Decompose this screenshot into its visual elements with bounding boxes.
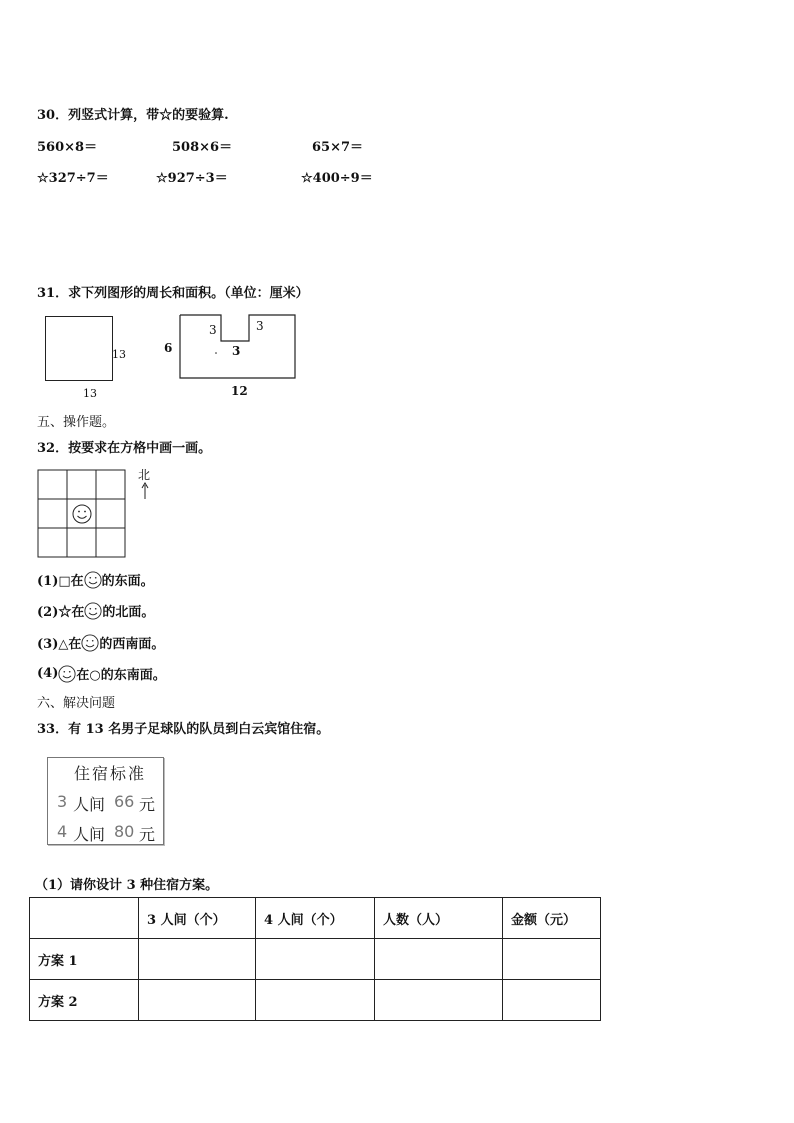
table-row	[30, 939, 601, 980]
answer-cell[interactable]	[256, 939, 375, 980]
smiley-icon	[81, 634, 99, 652]
calc-item: ☆327÷7＝	[37, 171, 109, 186]
sign-unit: 元	[139, 795, 156, 814]
q33-title: 33．有 13 名男子足球队的队员到白云宾馆住宿。	[37, 722, 330, 737]
item-suffix: 的东面。	[101, 574, 154, 589]
sign-room-label: 人间	[73, 795, 106, 814]
calc-item: ☆400÷9＝	[301, 171, 373, 186]
item-prefix: (3)△在	[37, 637, 82, 652]
calc-item: 508×6＝	[172, 140, 233, 155]
table-header-cell	[30, 898, 139, 939]
grid-3x3	[37, 469, 127, 559]
width-label: 12	[231, 384, 248, 398]
q33-subquestion-1: （1）请你设计 3 种住宿方案。	[35, 878, 219, 893]
item-suffix: 的西南面。	[99, 637, 165, 652]
accommodation-sign	[47, 757, 164, 845]
row-label: 方案 1	[30, 939, 139, 980]
table-row	[30, 980, 601, 1021]
sign-unit: 元	[139, 825, 156, 844]
plan-table	[29, 897, 601, 1021]
table-header-cell: 3 人间（个）	[139, 898, 256, 939]
notch-label: 3	[256, 319, 264, 333]
section-heading: 五、操作题。	[37, 415, 116, 430]
item-prefix: (2)☆在	[37, 605, 85, 620]
q31-title: 31．求下列图形的周长和面积。（单位：厘米）	[37, 286, 309, 301]
square-side-label: 13	[83, 387, 97, 400]
answer-cell[interactable]	[503, 939, 601, 980]
answer-cell[interactable]	[256, 980, 375, 1021]
answer-cell[interactable]	[139, 939, 256, 980]
sign-price: 66	[114, 792, 135, 811]
calc-item: ☆927÷3＝	[156, 171, 228, 186]
calc-item: 65×7＝	[312, 140, 364, 155]
smiley-icon	[58, 665, 76, 683]
q32-item-4	[37, 664, 166, 683]
calc-item: 560×8＝	[37, 140, 98, 155]
height-label: 6	[164, 341, 173, 355]
square-figure	[45, 316, 113, 381]
smiley-icon	[84, 571, 102, 589]
item-suffix: 在○的东南面。	[76, 668, 166, 683]
section-heading: 六、解决问题	[37, 696, 116, 711]
smiley-icon	[84, 602, 102, 620]
notch-label: 3	[209, 323, 217, 337]
answer-cell[interactable]	[503, 980, 601, 1021]
table-header-cell: 金额（元）	[503, 898, 601, 939]
notch-bottom-label: 3	[232, 344, 241, 358]
q32-item-3	[37, 633, 164, 652]
answer-cell[interactable]	[139, 980, 256, 1021]
item-prefix: (4)	[37, 666, 59, 681]
sign-price: 80	[114, 822, 135, 841]
item-prefix: (1)□在	[37, 574, 84, 589]
smiley-icon	[73, 505, 91, 523]
item-suffix: 的北面。	[102, 605, 155, 620]
q30-title: 30．列竖式计算，带☆的要验算.	[37, 108, 229, 123]
sign-title: 住宿标准	[74, 764, 147, 783]
square-side-label: 13	[112, 348, 126, 361]
sign-room-size: 3	[57, 792, 68, 811]
sign-room-size: 4	[57, 822, 68, 841]
north-arrow-icon	[140, 482, 150, 500]
q32-item-1	[37, 570, 154, 589]
answer-cell[interactable]	[375, 939, 503, 980]
row-label: 方案 2	[30, 980, 139, 1021]
north-label: 北	[138, 468, 151, 482]
sign-room-label: 人间	[73, 825, 106, 844]
q32-item-2	[37, 601, 154, 620]
table-header-row	[30, 898, 601, 939]
q32-title: 32．按要求在方格中画一画。	[37, 441, 212, 456]
table-header-cell: 4 人间（个）	[256, 898, 375, 939]
answer-cell[interactable]	[375, 980, 503, 1021]
table-header-cell: 人数（人）	[375, 898, 503, 939]
